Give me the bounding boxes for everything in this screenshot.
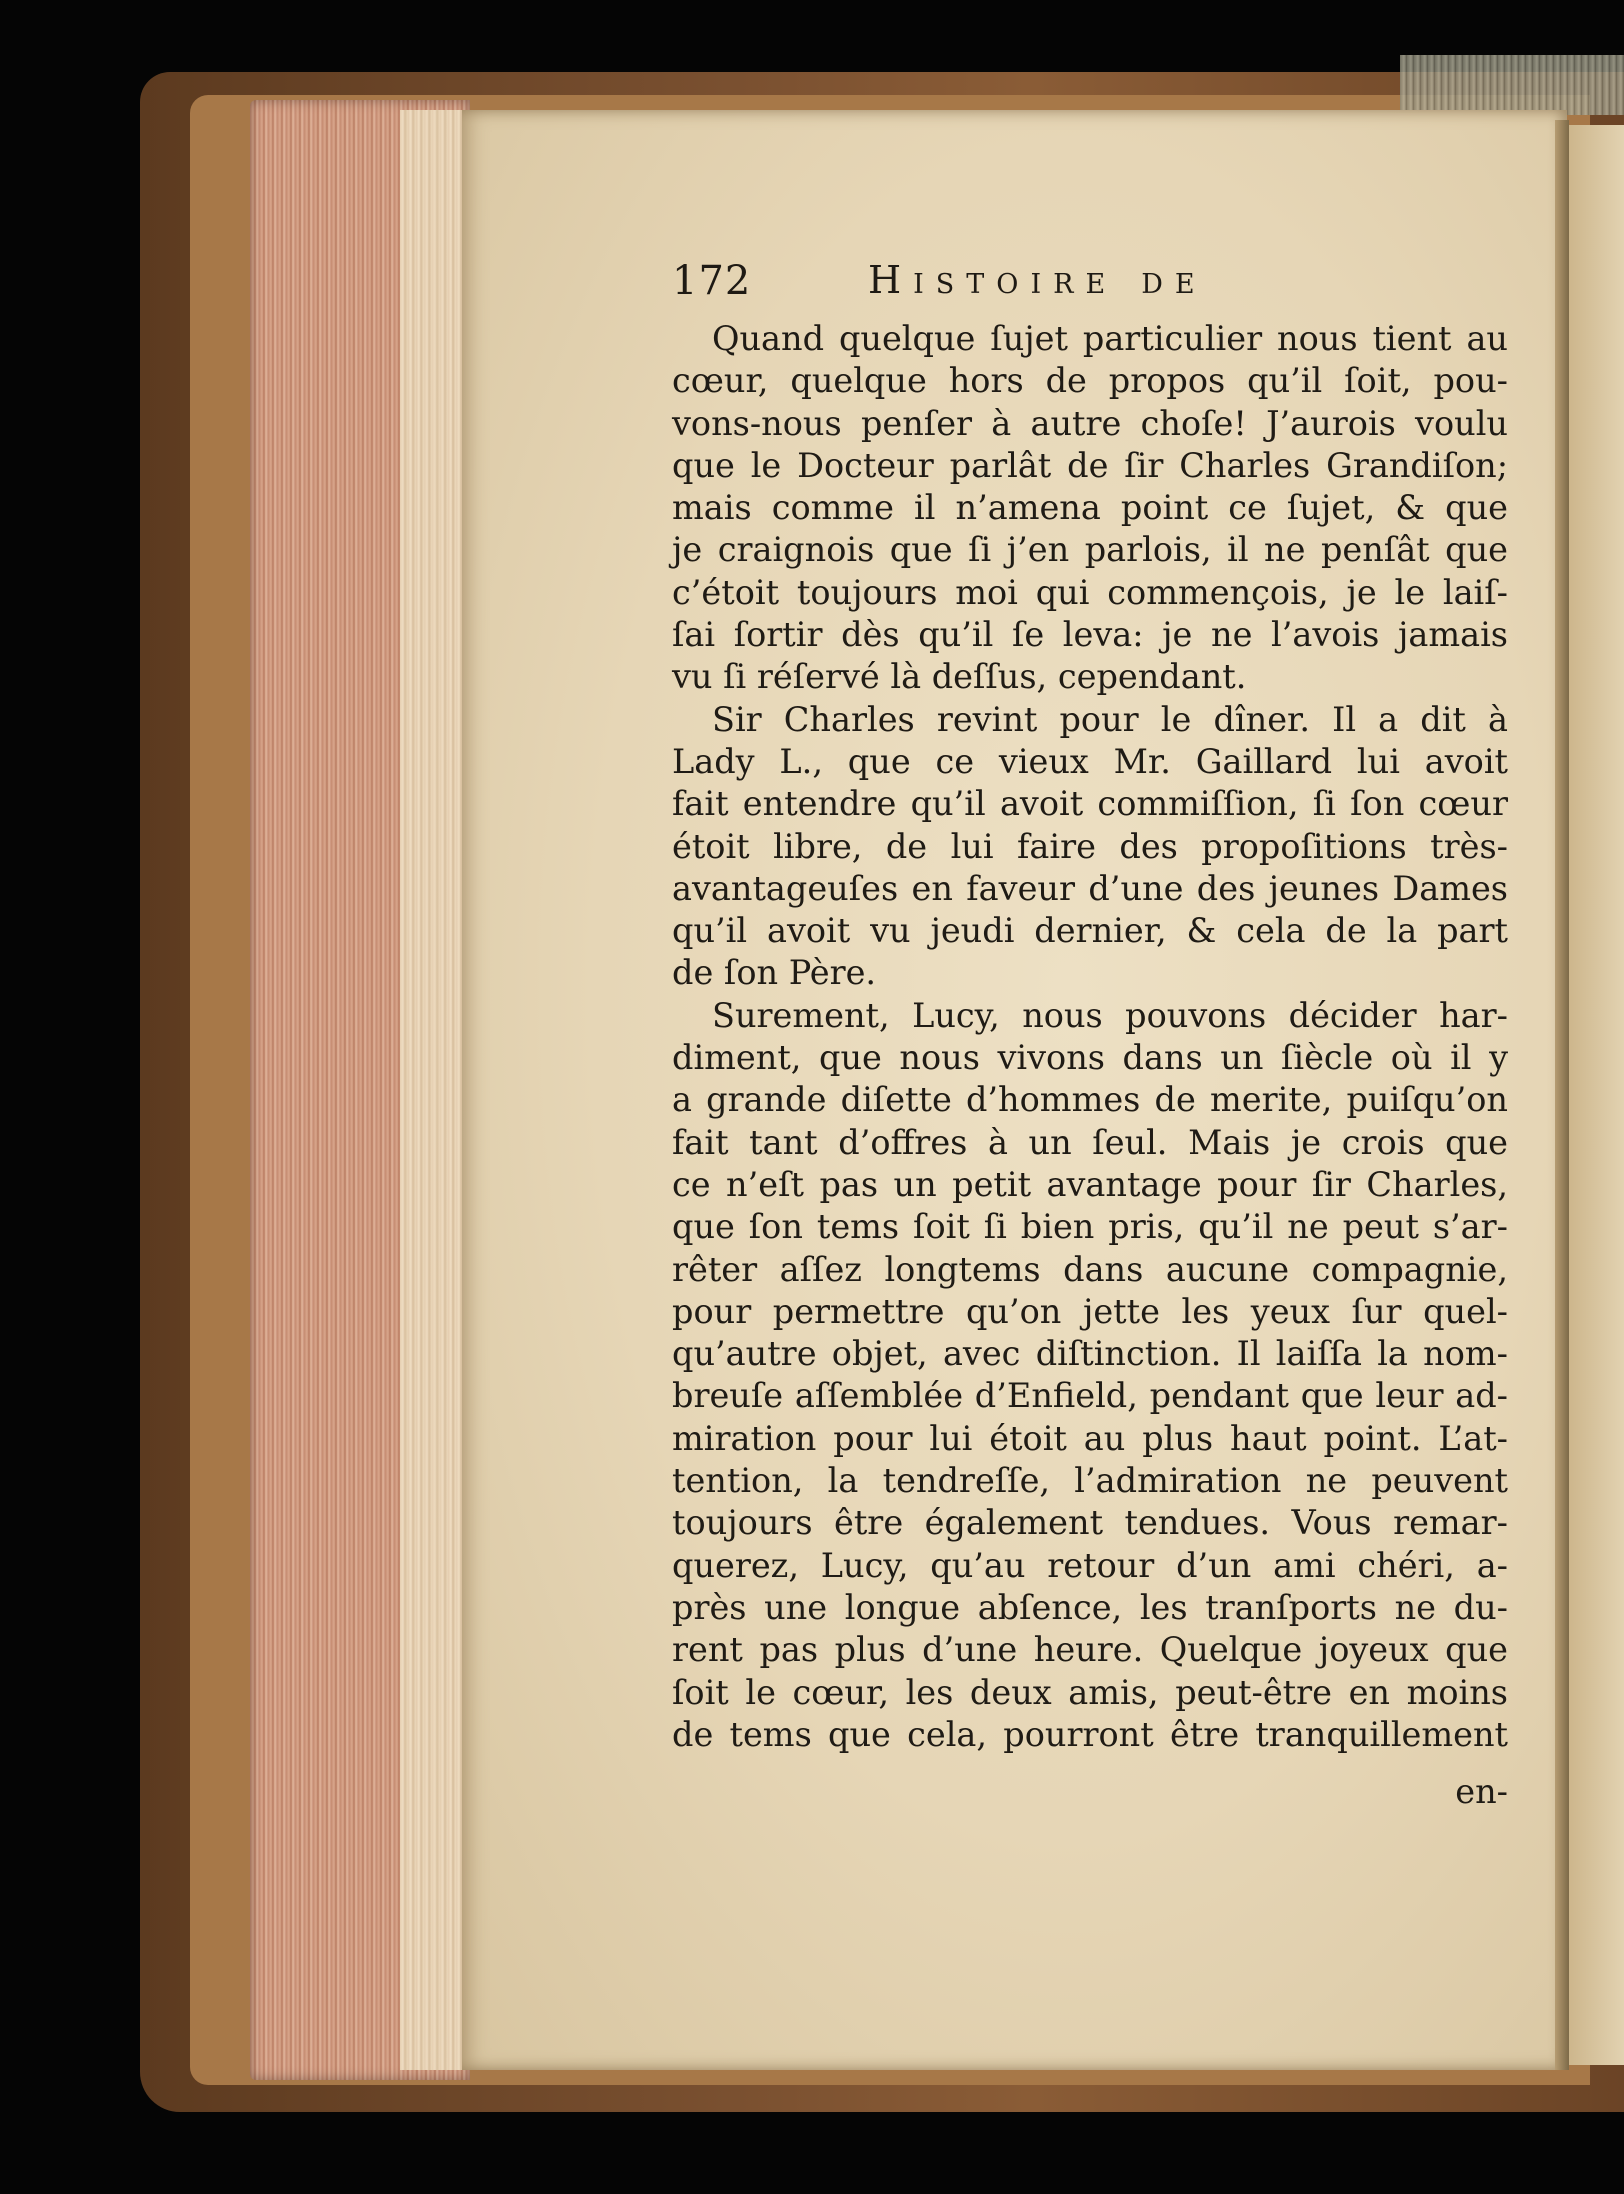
text-line: que ſon tems ſoit ſi bien pris, qu’il ne peut s’ar- [672, 1207, 1508, 1247]
text-line: cœur, quelque hors de propos qu’il ſoit, pou- [672, 361, 1508, 401]
catchword-line [672, 1772, 1508, 1814]
text-line: mais comme il n’amena point ce ſujet, & que [672, 488, 1508, 528]
spine-headband [1400, 55, 1624, 115]
text-line: près une longue abſence, les tranſports ne du- [672, 1587, 1508, 1627]
text-line: breuſe aſſemblée d’Enfield, pendant que leur ad- [672, 1376, 1508, 1416]
text-line: toujours être également tendues. Vous remar- [672, 1503, 1508, 1543]
page-header [672, 258, 1372, 308]
text-line: Surement, Lucy, nous pouvons décider har- [712, 995, 1508, 1035]
page-gutter [1555, 120, 1569, 2070]
body-text [672, 318, 1508, 1756]
text-line: diment, que nous vivons dans un ſiècle où il y [672, 1038, 1508, 1078]
text-line: avantageuſes en faveur d’une des jeunes Dames [672, 868, 1508, 908]
text-line: qu’autre objet, avec diſtinction. Il laiſſa la nom- [672, 1334, 1508, 1374]
text-line: Lady L., que ce vieux Mr. Gaillard lui avoit [672, 741, 1508, 781]
text-line: vons-nous penſer à autre choſe! J’aurois voulu [672, 403, 1508, 443]
catchword: en- [1455, 1772, 1508, 1811]
text-line: Quand quelque ſujet particulier nous tient au [712, 319, 1508, 358]
text-line: fait tant d’offres à un ſeul. Mais je crois que [672, 1122, 1508, 1162]
text-line: fait entendre qu’il avoit commiſſion, ſi ſon cœur [672, 784, 1508, 824]
text-line: querez, Lucy, qu’au retour d’un ami chéri, a- [672, 1545, 1508, 1585]
text-line: que le Docteur parlât de ſir Charles Grandiſon; [672, 445, 1508, 485]
text-line: vu ſi réſervé là deſſus, cependant. [672, 657, 1247, 697]
text-line: de ſon Père. [672, 953, 877, 993]
text-line: miration pour lui étoit au plus haut point. L’at- [672, 1418, 1508, 1458]
page-number: 172 [672, 258, 752, 304]
text-line: ſai ſortir dès qu’il ſe leva: je ne l’avois jamais [672, 615, 1508, 655]
text-line: je craignois que ſi j’en parlois, il ne penſât que [672, 530, 1508, 570]
text-line: rent pas plus d’une heure. Quelque joyeux que [672, 1630, 1508, 1670]
text-line: Sir Charles revint pour le dîner. Il a dit à [712, 699, 1508, 739]
text-line: tention, la tendreſſe, l’admiration ne peuvent [672, 1461, 1508, 1501]
facing-page-edge [1569, 125, 1624, 2065]
text-line: étoit libre, de lui faire des propoſitions très- [672, 826, 1508, 866]
text-line: de tems que cela, pourront être tranquillement [672, 1714, 1508, 1754]
text-line: ſoit le cœur, les deux amis, peut-être en moins [672, 1672, 1508, 1712]
text-line: ce n’eſt pas un petit avantage pour ſir Charles, [672, 1164, 1508, 1204]
text-line: qu’il avoit vu jeudi dernier, & cela de la part [672, 911, 1508, 951]
text-line: c’étoit toujours moi qui commençois, je le laiſ- [672, 572, 1508, 612]
text-line: pour permettre qu’on jette les yeux ſur quel- [672, 1291, 1508, 1331]
text-line: rêter aſſez longtems dans aucune compagnie, [672, 1249, 1508, 1289]
running-head: Histoire de [868, 258, 1207, 302]
text-line: a grande diſette d’hommes de merite, puiſqu’on [672, 1080, 1508, 1120]
page-edges-inner [400, 110, 470, 2070]
